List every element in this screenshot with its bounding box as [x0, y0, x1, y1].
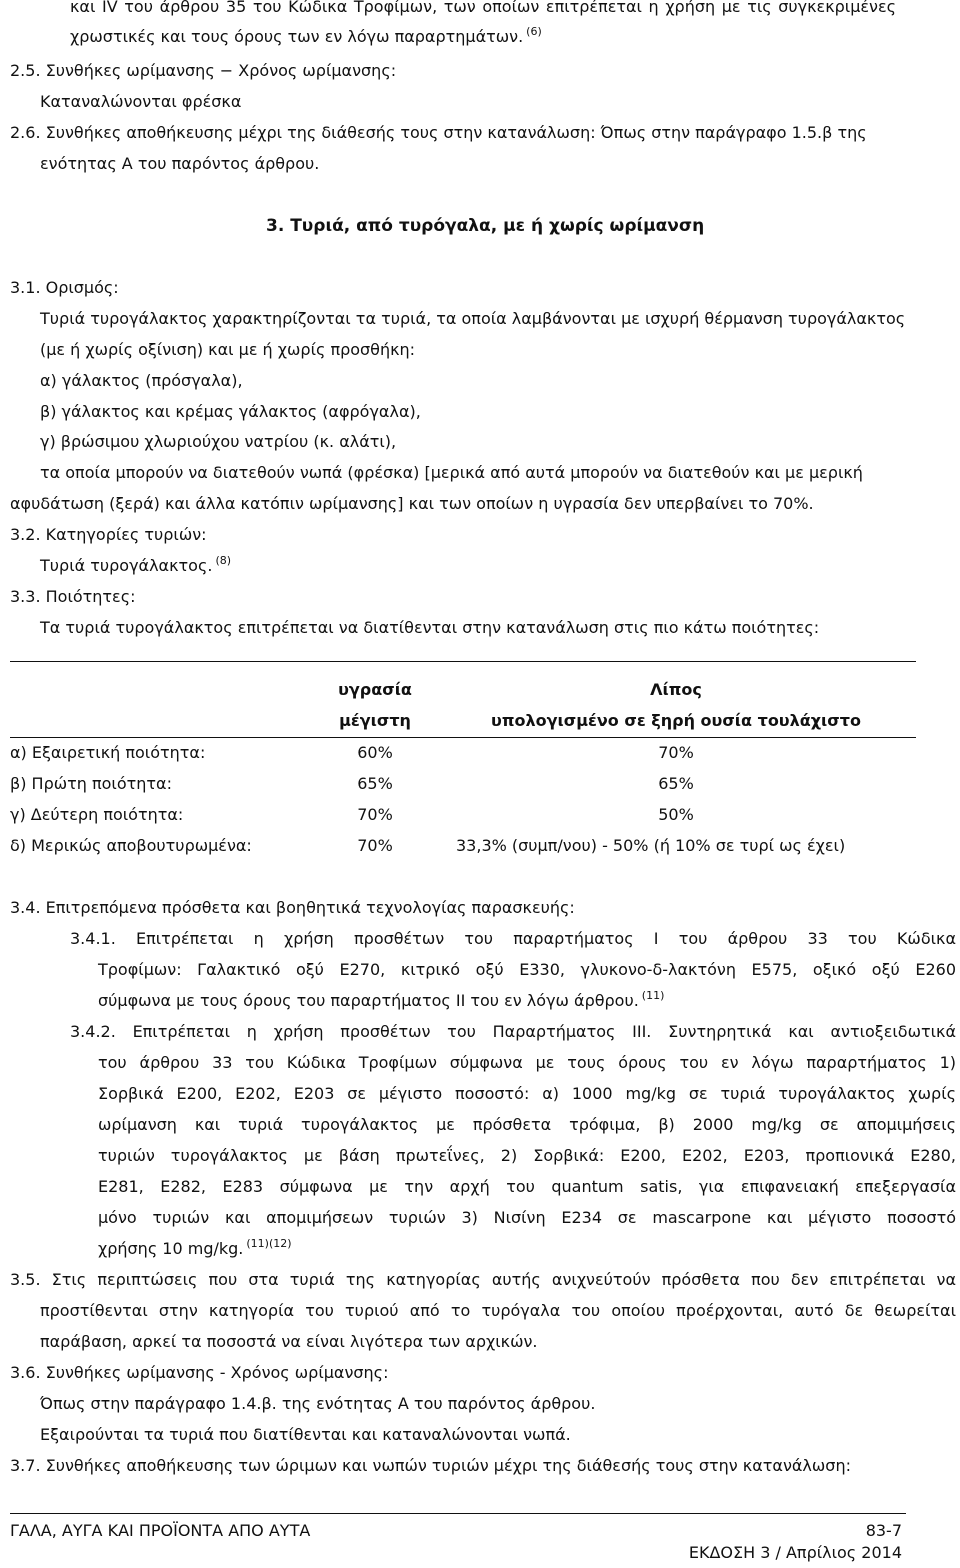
footnote-ref: (6) [526, 25, 542, 38]
section-3-6-line-2: Εξαιρούνται τα τυριά που διατίθενται και καταναλώνονται νωπά. [40, 1425, 571, 1444]
section-3-6-line-1: Όπως στην παράγραφο 1.4.β. της ενότητας Α του παρόντος άρθρου. [40, 1394, 596, 1413]
section-2-5-title: 2.5. Συνθήκες ωρίμανσης − Χρόνος ωρίμανσης: [10, 61, 397, 80]
section-3-3-text: Τα τυριά τυρογάλακτος επιτρέπεται να διατίθενται στην κατανάλωση στις πιο κάτω ποιότητες: [40, 618, 820, 637]
section-3-6-title: 3.6. Συνθήκες ωρίμανσης - Χρόνος ωρίμανσης: [10, 1363, 389, 1382]
section-3-2-text-content: Τυριά τυρογάλακτος. [40, 556, 213, 575]
section-2-5-text: Καταναλώνονται φρέσκα [40, 92, 242, 111]
section-3-4-2-line-6: Ε281, Ε282, Ε283 σύμφωνα με την αρχή του quantum satis, για επιφανειακή επεξεργασία [98, 1177, 956, 1196]
section-3-1-line-1: Τυριά τυρογάλακτος χαρακτηρίζονται τα τυριά, τα οποία λαμβάνονται με ισχυρή θέρμανση τυρογάλακτος [40, 309, 906, 328]
footnote-ref: (11) [641, 989, 665, 1002]
section-3-5-line-2: προστίθενται στην κατηγορία του τυριού από το τυρόγαλα του οποίου προέρχονται, αυτό δε θεωρείται [40, 1301, 956, 1320]
section-3-4-2-line-1: 3.4.2. Επιτρέπεται η χρήση προσθέτων του Παραρτήματος III. Συντηρητικά και αντιοξειδωτικά [70, 1022, 956, 1041]
section-3-4-title: 3.4. Επιτρεπόμενα πρόσθετα και βοηθητικά τεχνολογίας παρασκευής: [10, 898, 575, 917]
section-3-1-item-b: β) γάλακτος και κρέμας γάλακτος (αφρόγαλα), [40, 402, 421, 421]
row-moisture: 70% [357, 805, 393, 824]
header-fat-2: υπολογισμένο σε ξηρή ουσία τουλάχιστο [491, 711, 861, 730]
section-3-1-line-7: αφυδάτωση (ξερά) και άλλα κατόπιν ωρίμανσης] και των οποίων η υγρασία δεν υπερβαίνει το 70%. [10, 494, 814, 513]
intro-line-1: και IV του άρθρου 35 του Κώδικα Τροφίμων, των οποίων επιτρέπεται η χρήση με τις συγκεκριμένες [70, 0, 896, 16]
section-2-6-line-1: 2.6. Συνθήκες αποθήκευσης μέχρι της διάθεσής τους στην κατανάλωση: Όπως στην παράγραφο 1.5.β της [10, 123, 867, 142]
header-fat-1: Λίπος [650, 680, 702, 699]
intro-line-2 [70, 22, 542, 52]
section-3-4-2-line-4: ωρίμανση και τυριά τυρογάλακτος με πρόσθετα τρόφιμα, β) 2000 mg/kg σε απομιμήσεις [98, 1115, 956, 1134]
section-3-4-2-line-5: τυριών τυρογάλακτος με βάση πρωτεΐνες, 2) Σορβικά: Ε200, Ε202, Ε203, προπιονικά Ε280, [98, 1146, 956, 1165]
header-moisture-2: μέγιστη [339, 711, 411, 730]
intro-line-2-text: χρωστικές και τους όρους των εν λόγω παραρτημάτων. [70, 27, 524, 46]
footnote-ref: (8) [215, 554, 232, 567]
section-2-6-line-2: ενότητας Α του παρόντος άρθρου. [40, 154, 320, 173]
row-fat: 50% [658, 805, 694, 824]
section-3-1-line-6: τα οποία μπορούν να διατεθούν νωπά (φρέσκα) [μερικά από αυτά μπορούν να διατεθούν και με μερική [40, 463, 863, 482]
footer-title: ΓΑΛΑ, ΑΥΓΑ ΚΑΙ ΠΡΟΪΟΝΤΑ ΑΠΟ ΑΥΤΑ [10, 1521, 311, 1540]
row-label: α) Εξαιρετική ποιότητα: [10, 743, 206, 762]
row-fat: 65% [658, 774, 694, 793]
section-3-4-2-line-2: του άρθρου 33 του Κώδικα Τροφίμων σύμφωνα με τους όρους του εν λόγω παραρτήματος 1) [98, 1053, 956, 1072]
section-3-1-item-c: γ) βρώσιμου χλωριούχου νατρίου (κ. αλάτι), [40, 432, 397, 451]
row-moisture: 65% [357, 774, 393, 793]
section-3-4-2-line-8 [98, 1234, 292, 1264]
section-3-4-2-line-3: Σορβικά Ε200, Ε202, Ε203 σε μέγιστο ποσοστό: α) 1000 mg/kg σε τυριά τυρογάλακτος χωρίς [98, 1084, 957, 1103]
section-3-4-1-line-2: Τροφίμων: Γαλακτικό οξύ Ε270, κιτρικό οξύ Ε330, γλυκονο-δ-λακτόνη Ε575, οξικό οξύ Ε260 [98, 960, 956, 979]
footer-edition: ΕΚΔΟΣΗ 3 / Απρίλιος 2014 [688, 1543, 902, 1562]
section-3-4-2-line-7: μόνο τυριών και απομιμήσεων τυριών 3) Νισίνη Ε234 σε mascarpone και μέγιστο ποσοστό [98, 1208, 956, 1227]
section-3-5-line-1: 3.5. Στις περιπτώσεις που στα τυριά της κατηγορίας αυτής ανιχνεύτούν πρόσθετα που δεν επιτρέπεται να [10, 1270, 956, 1289]
section-3-2-text [40, 551, 231, 581]
section-3-3-title: 3.3. Ποιότητες: [10, 587, 136, 606]
section-3-1-title: 3.1. Ορισμός: [10, 278, 119, 297]
row-moisture: 70% [357, 836, 393, 855]
section-heading: 3. Τυριά, από τυρόγαλα, με ή χωρίς ωρίμανση [266, 216, 705, 236]
footnote-ref: (11)(12) [246, 1237, 292, 1250]
row-fat: 70% [658, 743, 694, 762]
section-3-4-1-line-3-text: σύμφωνα με τους όρους του παραρτήματος II του εν λόγω άρθρου. [98, 991, 639, 1010]
footer-page-number: 83-7 [865, 1521, 902, 1540]
row-label: β) Πρώτη ποιότητα: [10, 774, 172, 793]
section-3-4-1-line-1: 3.4.1. Επιτρέπεται η χρήση προσθέτων του παραρτήματος I του άρθρου 33 του Κώδικα [70, 929, 956, 948]
row-label: δ) Μερικώς αποβουτυρωμένα: [10, 836, 252, 855]
section-3-5-line-3: παράβαση, αρκεί τα ποσοστά να είναι λιγότερα των αρχικών. [40, 1332, 538, 1351]
row-label: γ) Δεύτερη ποιότητα: [10, 805, 184, 824]
section-3-2-title: 3.2. Κατηγορίες τυριών: [10, 525, 207, 544]
section-3-1-line-2: (με ή χωρίς οξίνιση) και με ή χωρίς προσθήκη: [40, 340, 416, 359]
row-fat: 33,3% (συμπ/νου) - 50% (ή 10% σε τυρί ως έχει) [456, 836, 846, 855]
table-top-rule [10, 661, 916, 662]
section-3-7-text: 3.7. Συνθήκες αποθήκευσης των ώριμων και νωπών τυριών μέχρι της διάθεσής τους στην κατανάλωση: [10, 1456, 851, 1475]
footer-rule [10, 1513, 906, 1514]
section-3-4-2-line-8-text: χρήσης 10 mg/kg. [98, 1239, 244, 1258]
header-moisture-1: υγρασία [338, 680, 412, 699]
row-moisture: 60% [357, 743, 393, 762]
section-3-1-item-a: α) γάλακτος (πρόσγαλα), [40, 371, 243, 390]
section-3-4-1-line-3 [98, 986, 664, 1016]
